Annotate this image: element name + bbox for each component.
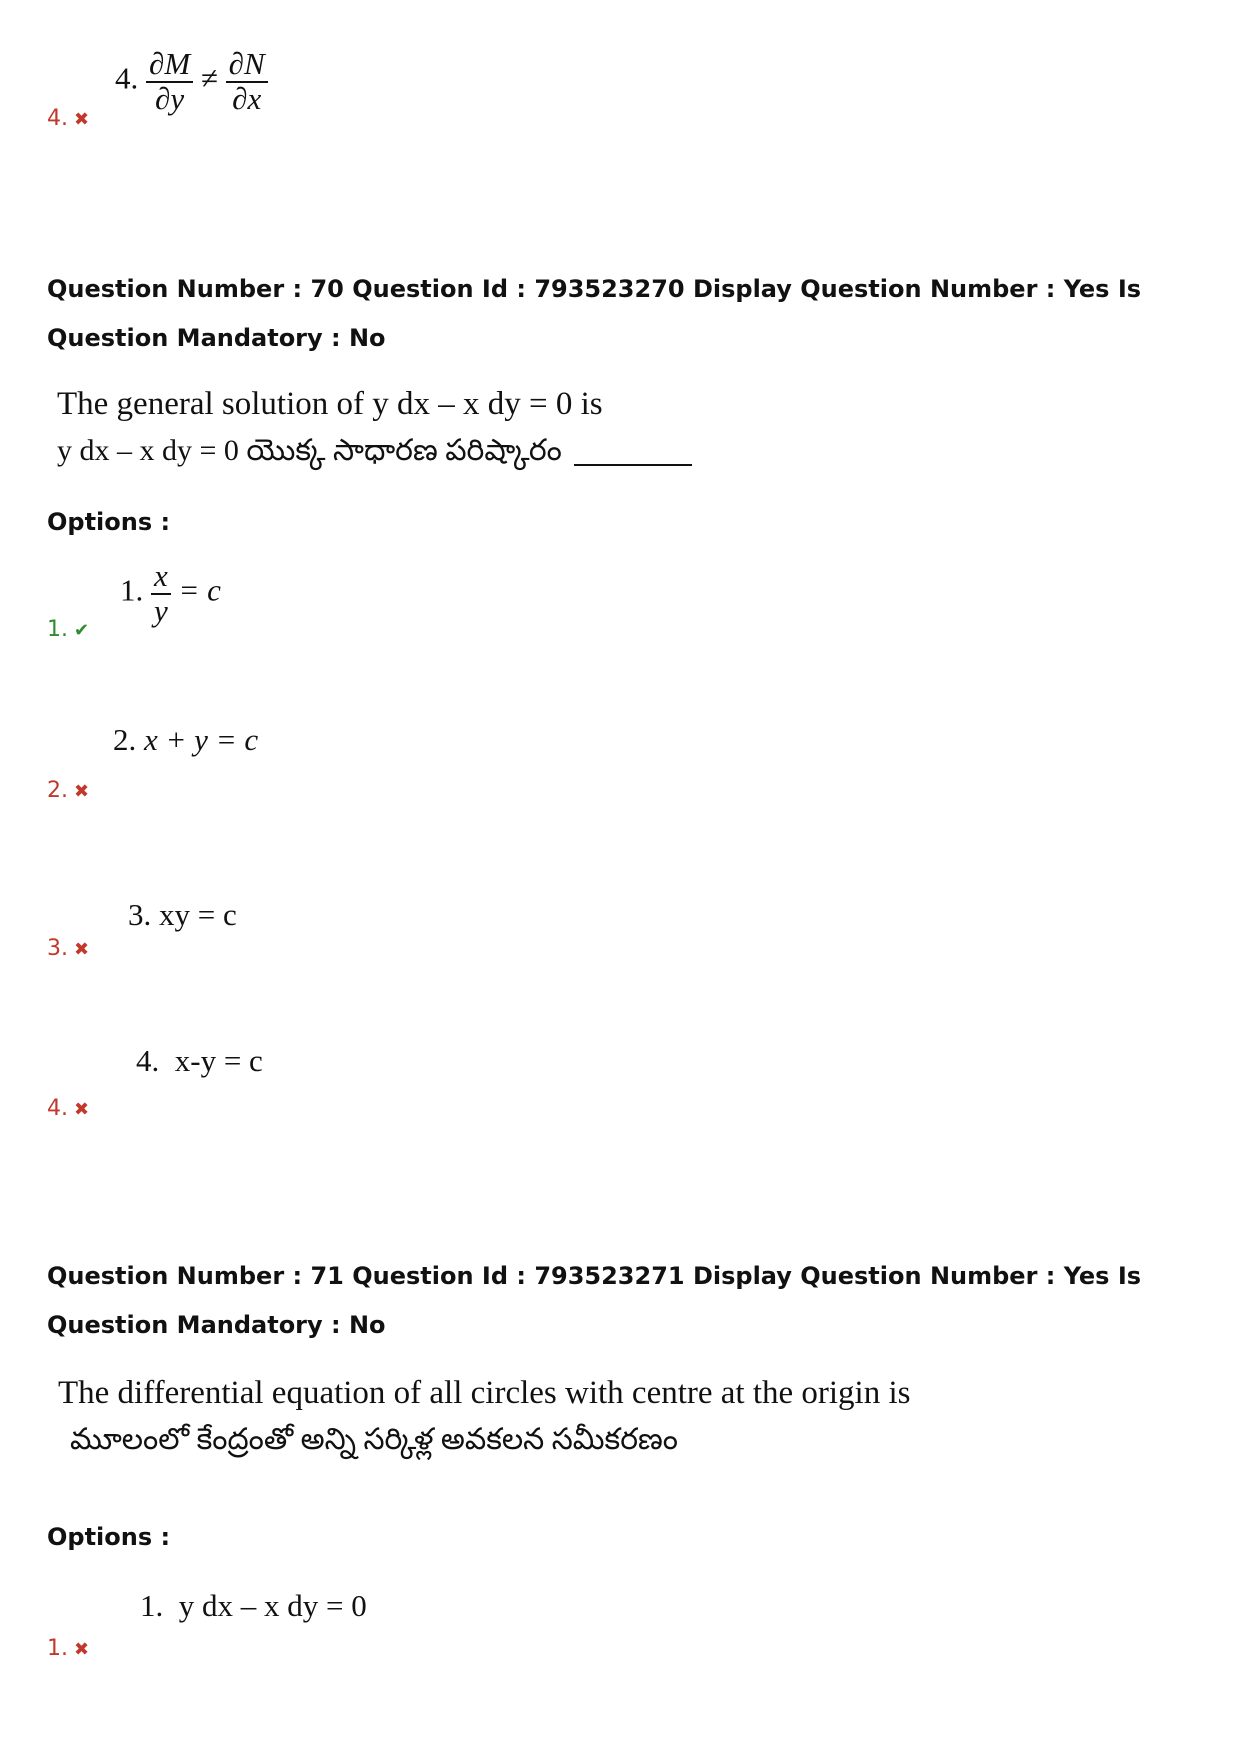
q70-option-4-content: 4. x-y = c [136,1043,263,1078]
q70-option-3-mark: 3. ✖ [47,936,90,961]
q71-option-1-content: 1. y dx – x dy = 0 [140,1588,367,1623]
q70-option-2-content: 2. x + y = c [113,722,259,757]
cross-icon: ✖ [74,939,90,960]
q70-option-4-mark: 4. ✖ [47,1096,90,1121]
q70-option-3-content: 3. xy = c [128,897,237,932]
question-71-options-label: Options : [47,1523,171,1551]
q71-option-1-mark: 1. ✖ [47,1636,90,1661]
question-70-text-te: y dx – x dy = 0 యొక్క సాధారణ పరిష్కారం [57,434,562,467]
check-icon: ✔ [74,620,90,641]
answer-blank [574,464,692,466]
q70-option-2-mark: 2. ✖ [47,778,90,803]
question-71-text [58,1370,911,1463]
question-70-options-label: Options : [47,508,171,536]
fraction: $\frac{\partial N}{\partial x}$ [226,48,268,115]
fraction: $\frac{\partial M}{\partial y}$ [146,48,193,115]
prev-option-4-mark: 4. ✖ [47,106,90,131]
question-71-meta: Question Number : 71 Question Id : 793523271 Display Question Number : Yes Is Question Mandatory : No [47,1262,1142,1339]
question-70-meta: Question Number : 70 Question Id : 793523270 Display Question Number : Yes Is Question Mandatory : No [47,275,1142,352]
question-71-text-te: మూలంలో కేంద్రంతో అన్ని సర్కిళ్ల అవకలన సమీకరణం [70,1423,678,1456]
cross-icon: ✖ [74,1639,90,1660]
question-70-text [57,381,692,474]
question-71-text-en: The differential equation of all circles with centre at the origin is [58,1375,911,1411]
cross-icon: ✖ [74,109,90,130]
fraction: $\frac{x}{y}$ [151,560,171,627]
question-70-text-en: The general solution of y dx – x dy = 0 is [57,386,603,422]
q70-option-1-content: 1. $\frac{x}{y}$ = c [120,558,221,628]
q70-option-1-mark: 1. ✔ [47,617,90,642]
prev-option-4-content: 4. $\frac{\partial M}{\partial y}$ ≠ $\frac{\partial N}{\partial x}$ [115,48,268,115]
cross-icon: ✖ [74,1099,90,1120]
cross-icon: ✖ [74,781,90,802]
